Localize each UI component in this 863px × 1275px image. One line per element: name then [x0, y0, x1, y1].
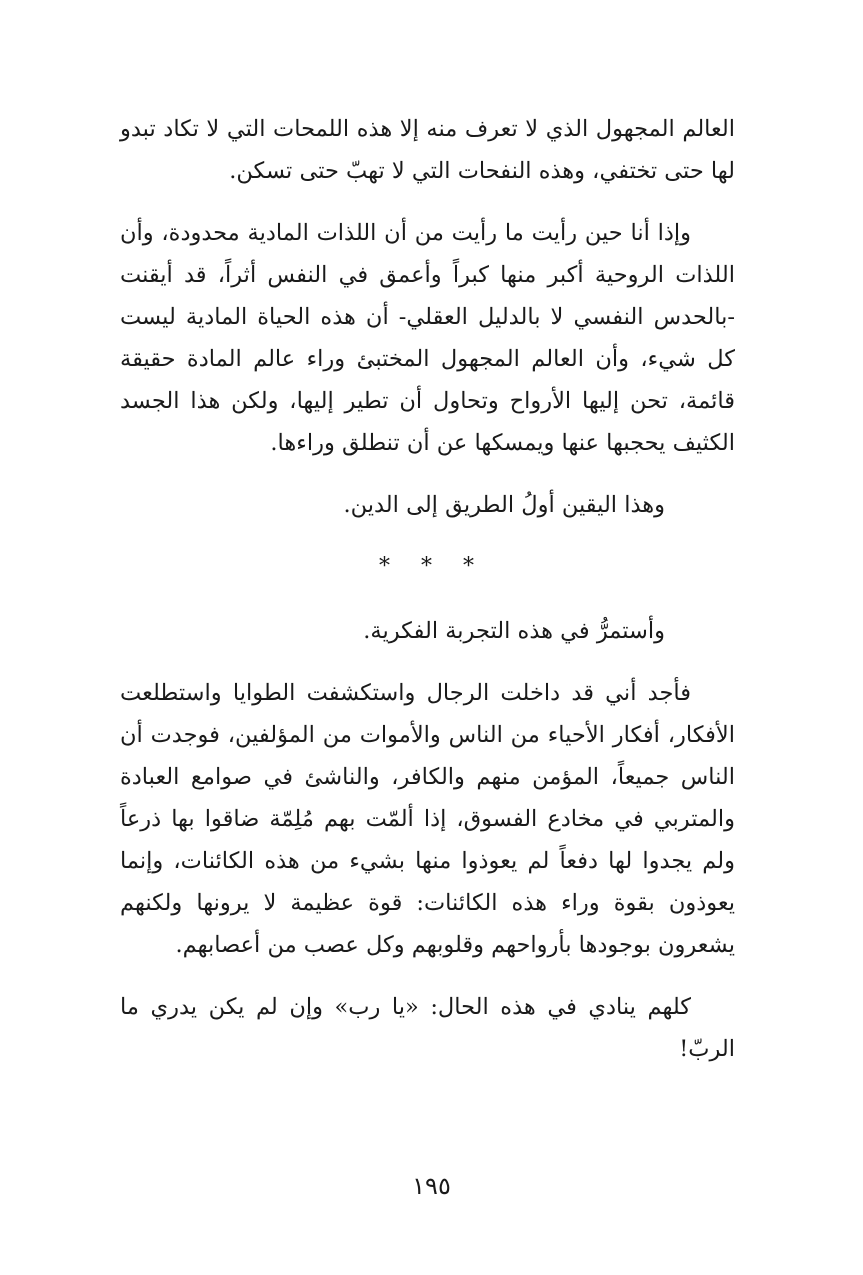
paragraph-4: وأستمرُّ في هذه التجربة الفكرية. — [363, 618, 665, 644]
paragraph-2: وإذا أنا حين رأيت ما رأيت من أن اللذات المادية محدودة، وأن اللذات الروحية أكبر منها كبراً وأعمق في النفس أثراً، قد أيقنت -بالحدس النفسي لا بالدليل العقلي- أن هذه الحياة المادية ليست كل شيء، وأن العالم المجهول المختبئ وراء عالم المادة حقيقة قائمة، تحن إليها الأرواح وتحاول أن تطير إليها، ولكن هذا الجسد الكثيف يحجبها عنها ويمسكها عن أن تنطلق وراءها. — [120, 220, 735, 456]
page-number: ١٩٥ — [412, 1172, 451, 1200]
paragraph-3: وهذا اليقين أولُ الطريق إلى الدين. — [343, 492, 665, 518]
paragraph-6: كلهم ينادي في هذه الحال: «يا رب» وإن لم يكن يدري ما الربّ! — [120, 994, 735, 1062]
paragraph-1: العالم المجهول الذي لا تعرف منه إلا هذه اللمحات التي لا تكاد تبدو لها حتى تختفي، وهذه النفحات التي لا تهبّ حتى تسكن. — [120, 116, 735, 184]
paragraph-5: فأجد أني قد داخلت الرجال واستكشفت الطوايا واستطلعت الأفكار، أفكار الأحياء من الناس والأموات من المؤلفين، فوجدت أن الناس جميعاً، المؤمن منهم والكافر، والناشئ في صوامع العبادة والمتربي في مخادع الفسوق، إذا ألمّت بهم مُلِمّة ضاقوا بها ذرعاً ولم يجدوا لها دفعاً لم يعوذوا منها بشيء من هذه الكائنات، وإنما يعوذون بقوة وراء هذه الكائنات: قوة عظيمة لا يرونها ولكنهم يشعرون بوجودها بأرواحهم وقلوبهم وكل عصب من أعصابهم. — [120, 680, 735, 958]
page-body — [120, 108, 735, 1090]
section-separator: * * * — [379, 554, 486, 579]
